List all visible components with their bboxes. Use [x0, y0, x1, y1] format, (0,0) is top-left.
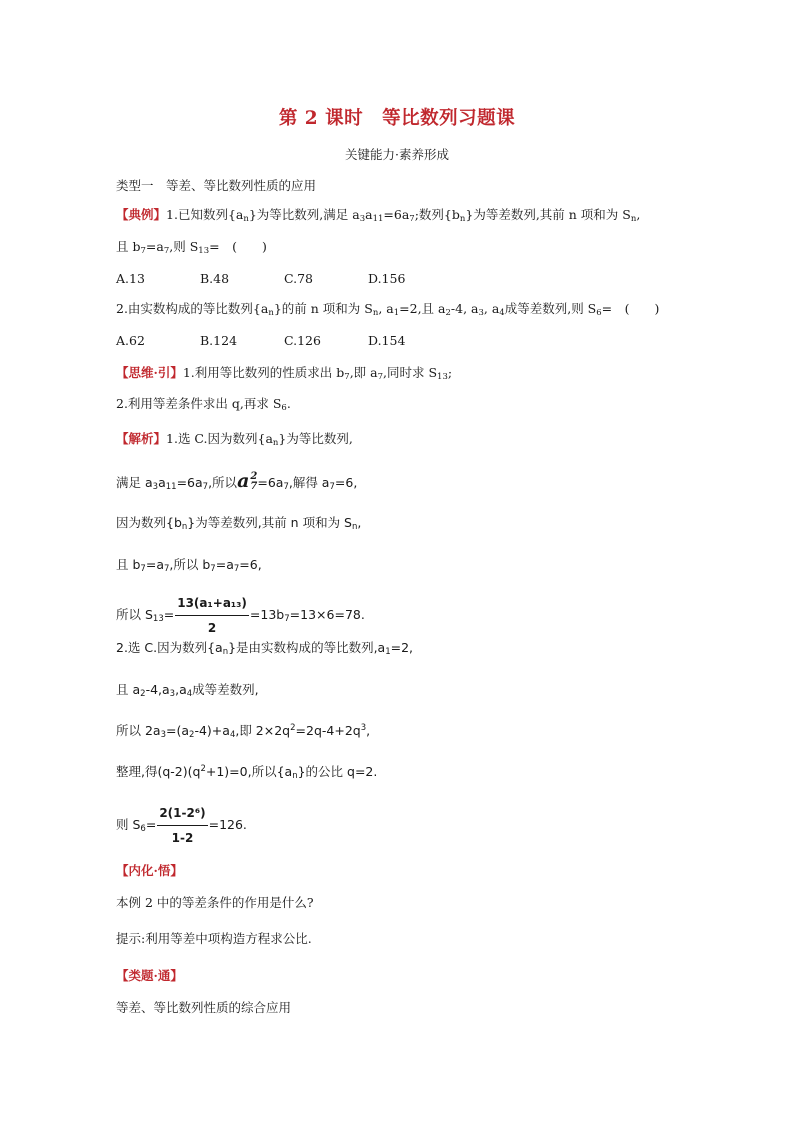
solution-line-5: 所以 $S_{13}=$ $\frac{\text{13(a₁+a₁₃)}}{2}$ $=13b_7=13\times 6=78$.	[116, 592, 365, 639]
option-d: D.154	[368, 333, 406, 348]
solution-line-3: 因为数列$\{b_n\}$为等差数列,其前 n 项和为 $S_n$,	[116, 515, 362, 532]
solution-line-6: 2.选 C.因为数列$\{a_n\}$是由实数构成的等比数列$,a_1=2$,	[116, 640, 414, 657]
think-tag: 【思维·引】	[116, 365, 183, 380]
solution-line-8: 所以 $2a_3=(a_2-4)+a_4$,即 $2\times 2q^2=2q-4+2q^3$,	[116, 723, 371, 740]
fraction-s6: $\frac{\text{2(1-2⁶)}}{1-2}$	[157, 802, 207, 849]
option-d: D.156	[368, 271, 406, 286]
fraction-s13: $\frac{\text{13(a₁+a₁₃)}}{2}$	[175, 592, 249, 639]
section-heading: 类型一 等差、等比数列性质的应用	[116, 178, 317, 193]
option-c: C.126	[284, 333, 321, 348]
a7-squared-formula: a 2 7	[237, 470, 258, 492]
question-1-line-2: 且 $b_7=a_7$,则 $S_{13}=$ ( )	[116, 239, 267, 256]
internal-tag: 【内化·悟】	[116, 863, 183, 878]
solution-line-4: 且 $b_7=a_7$,所以 $b_7=a_7=6$,	[116, 557, 262, 574]
option-b: B.124	[200, 333, 238, 348]
question-1-line-1: 【典例】1.已知数列$\{a_n\}$为等比数列,满足 $a_3a_{11}=6a_7$;数列$\{b_n\}$为等差数列,其前 n 项和为 $S_n$,	[116, 207, 641, 224]
option-c: C.78	[284, 271, 313, 286]
question-1-options	[116, 270, 405, 288]
category-text: 等差、等比数列性质的综合应用	[116, 1000, 292, 1015]
option-a: A.13	[116, 271, 145, 286]
solution-tag: 【解析】	[116, 431, 167, 446]
category-tag: 【类题·通】	[116, 968, 183, 983]
example-tag: 【典例】	[116, 207, 167, 222]
solution-line-7: 且 $a_2-4,a_3,a_4$成等差数列,	[116, 682, 259, 699]
solution-line-10: 则 $S_6=$ $\frac{\text{2(1-2⁶)}}{1-2}$ =126.	[116, 802, 247, 849]
option-b: B.48	[200, 271, 230, 286]
page-title: 第 2 课时 等比数列习题课	[278, 108, 516, 129]
question-2-options	[116, 332, 405, 350]
solution-line-1: 【解析】1.选 C.因为数列$\{a_n\}$为等比数列,	[116, 431, 353, 448]
think-line-1: 【思维·引】1.利用等比数列的性质求出 $b_7$,即 $a_7$,同时求 $S_{13}$;	[116, 365, 453, 382]
internal-answer: 提示:利用等差中项构造方程求公比.	[116, 931, 312, 946]
option-a: A.62	[116, 333, 145, 348]
internal-question: 本例 2 中的等差条件的作用是什么?	[116, 895, 314, 910]
solution-line-9: 整理,得$(q-2)(q^2+1)=0$,所以$\{a_n\}$的公比 q=2.	[116, 764, 378, 781]
think-line-2: 2.利用等差条件求出 q,再求 $S_6$.	[116, 396, 291, 413]
solution-line-2: 满足 $a_3a_{11}=6a_7$,所以a 2 7 $=6a_7$,解得 $a_7=6$,	[116, 470, 358, 492]
page-subtitle: 关键能力·素养形成	[345, 147, 449, 162]
question-2-line-1: 2.由实数构成的等比数列$\{a_n\}$的前 n 项和为 $S_n$, $a_1=2$,且 $a_2-4$, $a_3$, $a_4$成等差数列,则 $S_6=$ ( )	[116, 301, 660, 318]
